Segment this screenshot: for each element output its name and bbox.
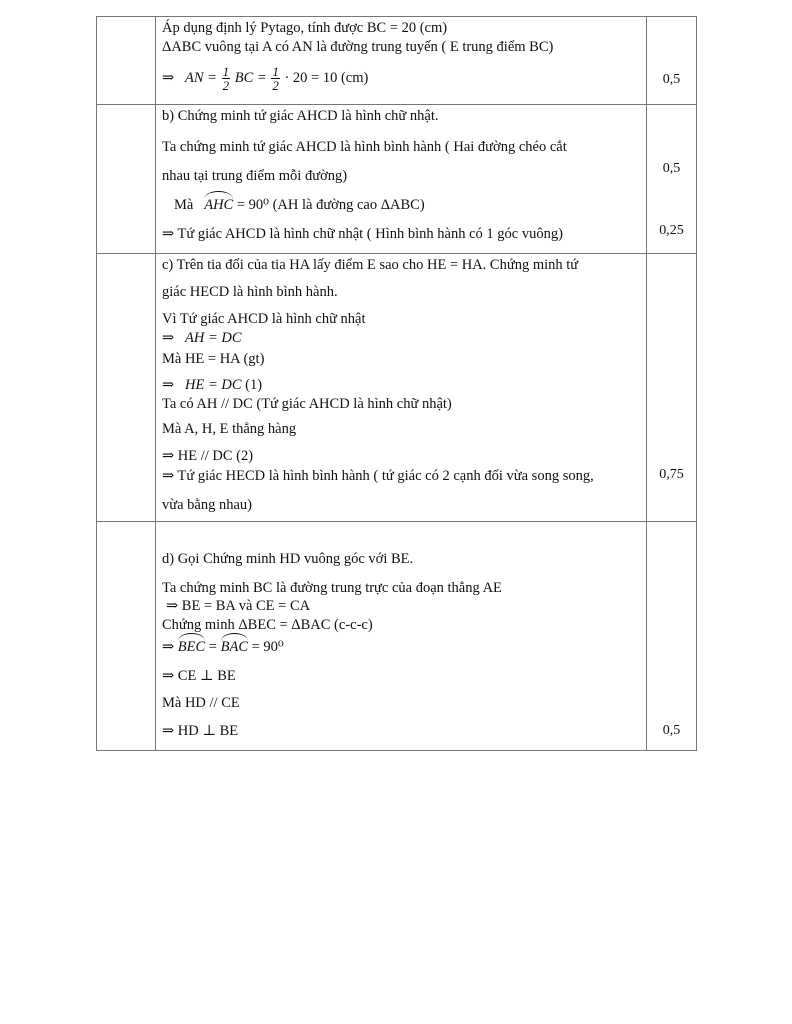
row3-line-6	[162, 376, 262, 394]
an-expression: AN =	[185, 69, 217, 86]
row2-line-4: ⇒ Tứ giác AHCD là hình chữ nhật ( Hình bình hành có 1 góc vuông)	[162, 226, 563, 242]
fraction-half-1	[222, 65, 231, 92]
angle-bec: BEC	[177, 639, 206, 655]
implies-arrow: ⇒	[162, 639, 175, 655]
row3-line-5: Mà HE = HA (gt)	[162, 351, 265, 367]
row4-line-5	[162, 638, 284, 656]
row1-line-2: ΔABC vuông tại A có AN là đường trung tuyến ( E trung điểm BC)	[162, 39, 554, 55]
row4-line-7: Mà HD // CE	[162, 695, 240, 711]
frac-num: 1	[272, 64, 279, 79]
row1-line-1: Áp dụng định lý Pytago, tính được BC = 20 (cm)	[162, 20, 448, 36]
row4-line-3: ⇒ BE = BA và CE = CA	[166, 598, 311, 614]
implies-arrow: ⇒	[162, 377, 175, 393]
ah-dc-expression: AH = DC	[185, 330, 242, 346]
he-dc-expression: HE = DC	[185, 377, 242, 393]
ma-label: Mà	[174, 197, 194, 213]
row3-score-cell	[647, 254, 697, 522]
row3-content-cell	[156, 254, 647, 522]
row4-content-cell	[156, 522, 647, 751]
frac-den: 2	[222, 78, 230, 93]
row3-line-2: giác HECD là hình bình hành.	[162, 284, 338, 300]
row2-line-3	[174, 196, 425, 214]
table-row-2	[97, 105, 697, 254]
table-row-1	[97, 17, 697, 105]
angle-value: = 90⁰	[248, 639, 284, 655]
row3-left-cell	[97, 254, 156, 522]
row4-line-8: ⇒ HD ⊥ BE	[162, 723, 239, 739]
answer-table	[96, 16, 697, 751]
row4-line-2: Ta chứng minh BC là đường trung trực của đoạn thẳng AE	[162, 580, 502, 596]
score: 0,75	[659, 467, 684, 482]
table-row-3	[97, 254, 697, 522]
row1-line-3	[162, 65, 368, 92]
score: 0,5	[662, 72, 681, 87]
table-row-4	[97, 522, 697, 751]
row4-left-cell	[97, 522, 156, 751]
row2-score-cell	[647, 105, 697, 254]
row4-line-1: d) Gọi Chứng minh HD vuông góc với BE.	[162, 551, 414, 567]
row3-line-11: vừa bằng nhau)	[162, 497, 252, 513]
row2-content-cell	[156, 105, 647, 254]
score: 0,5	[662, 723, 681, 738]
row3-line-7: Ta có AH // DC (Tứ giác AHCD là hình chữ nhật)	[162, 396, 452, 412]
row1-content-cell	[156, 17, 647, 105]
row2-title: b) Chứng minh tứ giác AHCD là hình chữ nhật.	[162, 108, 439, 124]
row1-left-cell	[97, 17, 156, 105]
row3-line-3: Vì Tứ giác AHCD là hình chữ nhật	[162, 311, 366, 327]
row4-score-cell	[647, 522, 697, 751]
row3-line-10: ⇒ Tứ giác HECD là hình bình hành ( tứ giác có 2 cạnh đối vừa song song,	[162, 468, 594, 484]
frac-num: 1	[222, 64, 230, 79]
row2-left-cell	[97, 105, 156, 254]
row3-line-8: Mà A, H, E thẳng hàng	[162, 421, 297, 437]
bc-expression: BC =	[234, 69, 267, 86]
row2-line-2: nhau tại trung điểm mỗi đường)	[162, 168, 348, 184]
frac-den: 2	[272, 78, 279, 93]
row4-line-4: Chứng minh ΔBEC = ΔBAC (c-c-c)	[162, 617, 373, 633]
equals-sign: =	[205, 639, 221, 655]
row3-line-4	[162, 329, 242, 347]
row3-line-9: ⇒ HE // DC (2)	[162, 448, 254, 464]
angle-ahc: AHC	[204, 197, 234, 213]
angle-bac: BAC	[220, 639, 248, 655]
score-2: 0,25	[659, 223, 684, 238]
row1-score-cell	[647, 17, 697, 105]
implies-arrow: ⇒	[162, 69, 175, 86]
equation-tag: (1)	[241, 377, 263, 393]
fraction-half-2	[271, 65, 280, 92]
row3-line-1: c) Trên tia đối của tia HA lấy điểm E sao cho HE = HA. Chứng minh tứ	[162, 257, 579, 273]
row4-line-6: ⇒ CE ⊥ BE	[162, 668, 236, 684]
row2-line-1: Ta chứng minh tứ giác AHCD là hình bình hành ( Hai đường chéo cắt	[162, 139, 567, 155]
result-expression: · 20 = 10 (cm)	[284, 69, 369, 86]
angle-note: = 90⁰ (AH là đường cao ΔABC)	[233, 197, 425, 213]
implies-arrow: ⇒	[162, 330, 175, 346]
score-1: 0,5	[662, 161, 681, 176]
